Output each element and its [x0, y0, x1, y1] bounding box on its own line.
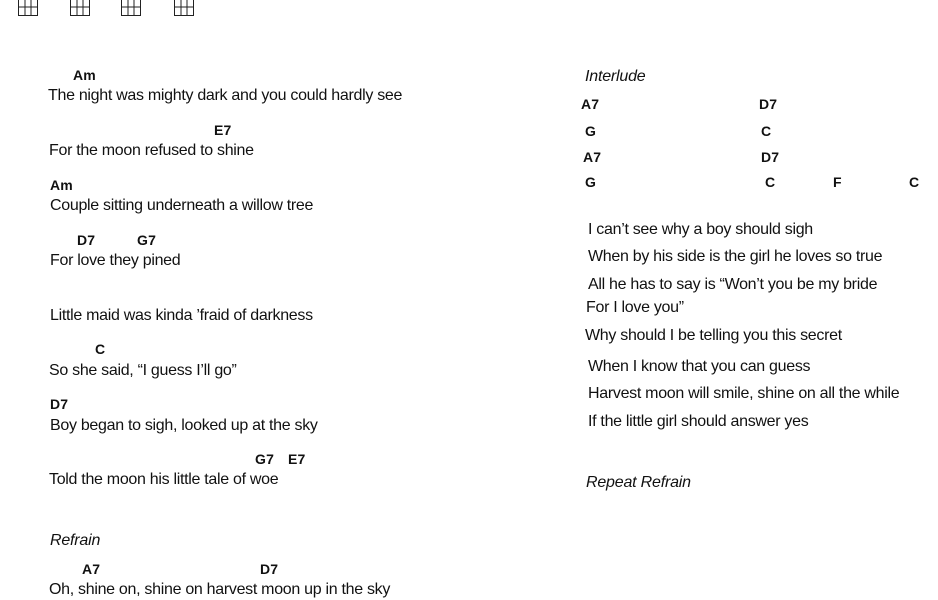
lyric-line: For I love you”	[586, 299, 684, 316]
lyric-line: Couple sitting underneath a willow tree	[50, 197, 314, 214]
repeat-refrain-label: Repeat Refrain	[586, 474, 691, 491]
lyric-line: Harvest moon will smile, shine on all the while	[588, 385, 900, 402]
chord: D7	[761, 149, 780, 165]
chord: C	[761, 123, 772, 139]
chord-diagram	[174, 0, 194, 16]
lyric-line: I can’t see why a boy should sigh	[588, 221, 813, 238]
chord: E7	[288, 451, 306, 467]
lyric-line: For love they pined	[50, 252, 181, 269]
lyric-line: If the little girl should answer yes	[588, 413, 809, 430]
chord: F	[833, 174, 842, 190]
chord: D7	[77, 232, 96, 248]
chord-diagram	[70, 0, 90, 16]
chord: A7	[583, 149, 602, 165]
chord: G7	[255, 451, 275, 467]
chord: Am	[73, 67, 96, 83]
chord-diagram	[121, 0, 141, 16]
chord: G7	[137, 232, 157, 248]
chord: E7	[214, 122, 232, 138]
chord: D7	[260, 561, 279, 577]
chord: G	[585, 174, 597, 190]
lyric-line: For the moon refused to shine	[49, 142, 254, 159]
chord-diagram	[18, 0, 38, 16]
lyric-line: Told the moon his little tale of woe	[49, 471, 279, 488]
lyric-line: When by his side is the girl he loves so true	[588, 248, 883, 265]
chord: D7	[50, 396, 69, 412]
chord: G	[585, 123, 597, 139]
lyric-line: So she said, “I guess I’ll go”	[49, 362, 237, 379]
lyric-line: Boy began to sigh, looked up at the sky	[50, 417, 318, 434]
chord: C	[765, 174, 776, 190]
chord: C	[909, 174, 920, 190]
lyric-line: Oh, shine on, shine on harvest moon up in the sky	[49, 581, 391, 598]
chord: C	[95, 341, 106, 357]
chord: A7	[581, 96, 600, 112]
lyric-line: Little maid was kinda ’fraid of darkness	[50, 307, 313, 324]
chord: Am	[50, 177, 73, 193]
lyric-line: The night was mighty dark and you could hardly see	[48, 87, 403, 104]
lyric-line: When I know that you can guess	[588, 358, 811, 375]
refrain-label: Refrain	[50, 532, 101, 549]
chord: D7	[759, 96, 778, 112]
chord: A7	[82, 561, 101, 577]
lyric-line: Why should I be telling you this secret	[585, 327, 842, 344]
interlude-label: Interlude	[585, 68, 646, 85]
lyric-line: All he has to say is “Won’t you be my bride	[588, 276, 878, 293]
